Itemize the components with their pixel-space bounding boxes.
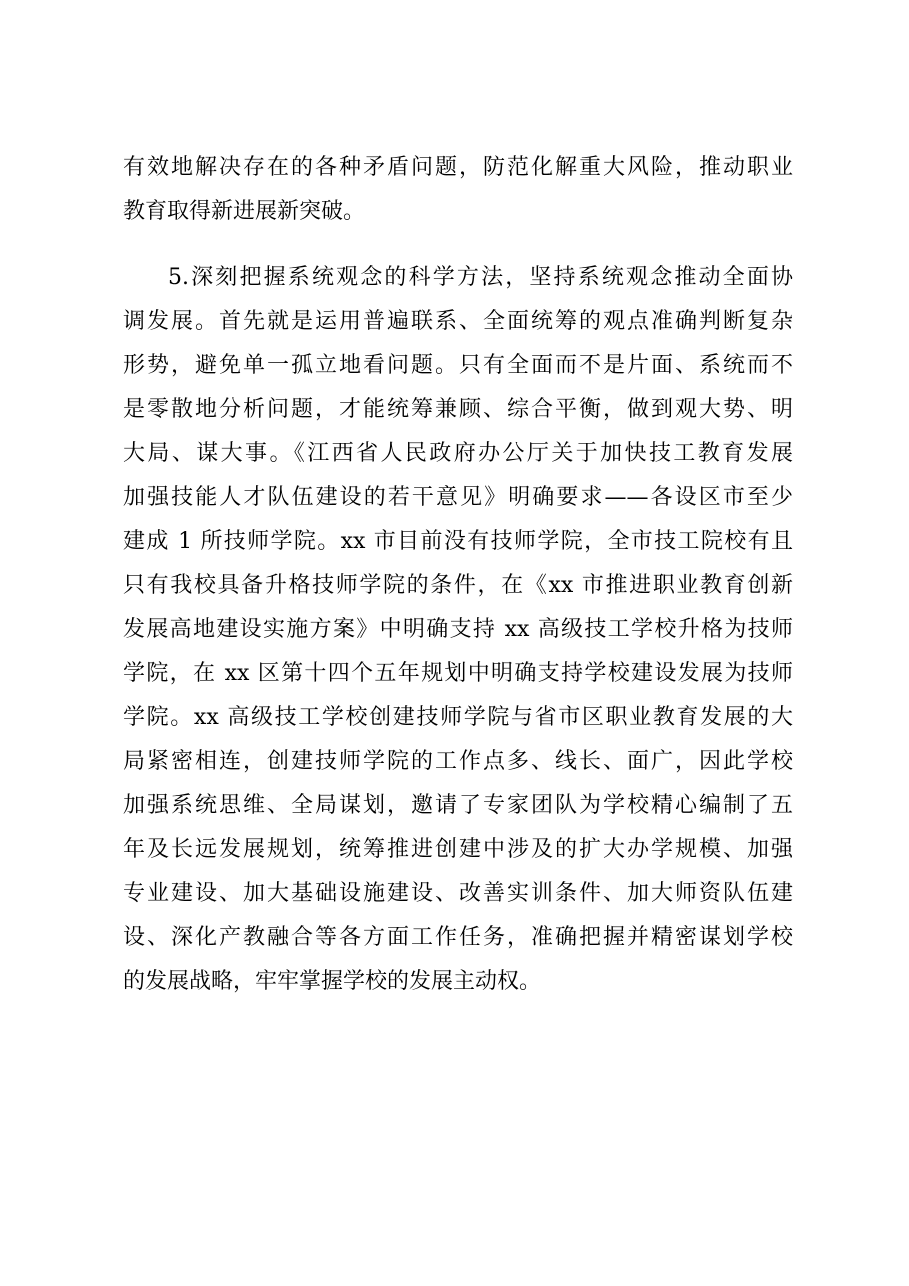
- text-line: 发展高地建设实施方案》中明确支持 xx 高级技工学校升格为技师: [123, 617, 793, 642]
- text-line: 专业建设、加大基础设施建设、改善实训条件、加大师资队伍建: [123, 881, 793, 906]
- text-line: 教育取得新进展新突破。: [123, 199, 366, 224]
- text-line: 加强技能人才队伍建设的若干意见》明确要求——各设区市至少: [123, 485, 793, 510]
- text-line: 调发展。首先就是运用普遍联系、全面统筹的观点准确判断复杂: [123, 309, 793, 334]
- text-line: 局紧密相连，创建技师学院的工作点多、线长、面广，因此学校: [123, 749, 793, 774]
- text-line: 设、深化产教融合等各方面工作任务，准确把握并精密谋划学校: [123, 925, 793, 950]
- text-line: 5.深刻把握系统观念的科学方法，坚持系统观念推动全面协: [168, 265, 793, 290]
- text-line: 是零散地分析问题，才能统筹兼顾、综合平衡，做到观大势、明: [123, 397, 793, 422]
- text-line: 的发展战略，牢牢掌握学校的发展主动权。: [123, 969, 542, 994]
- text-line: 有效地解决存在的各种矛盾问题，防范化解重大风险，推动职业: [123, 155, 793, 180]
- text-line: 学院，在 xx 区第十四个五年规划中明确支持学校建设发展为技师: [123, 661, 793, 686]
- text-line: 只有我校具备升格技师学院的条件，在《xx 市推进职业教育创新: [123, 573, 793, 598]
- paragraph-item-5: [123, 256, 793, 1004]
- text-line: 大局、谋大事。《江西省人民政府办公厅关于加快技工教育发展: [123, 441, 793, 466]
- text-line: 建成 1 所技师学院。xx 市目前没有技师学院，全市技工院校有且: [123, 529, 793, 554]
- text-line: 加强系统思维、全局谋划，邀请了专家团队为学校精心编制了五: [123, 793, 793, 818]
- text-line: 形势，避免单一孤立地看问题。只有全面而不是片面、系统而不: [123, 353, 793, 378]
- text-line: 年及长远发展规划，统筹推进创建中涉及的扩大办学规模、加强: [123, 837, 793, 862]
- text-line: 学院。xx 高级技工学校创建技师学院与省市区职业教育发展的大: [123, 705, 793, 730]
- paragraph-continuation: [123, 146, 793, 234]
